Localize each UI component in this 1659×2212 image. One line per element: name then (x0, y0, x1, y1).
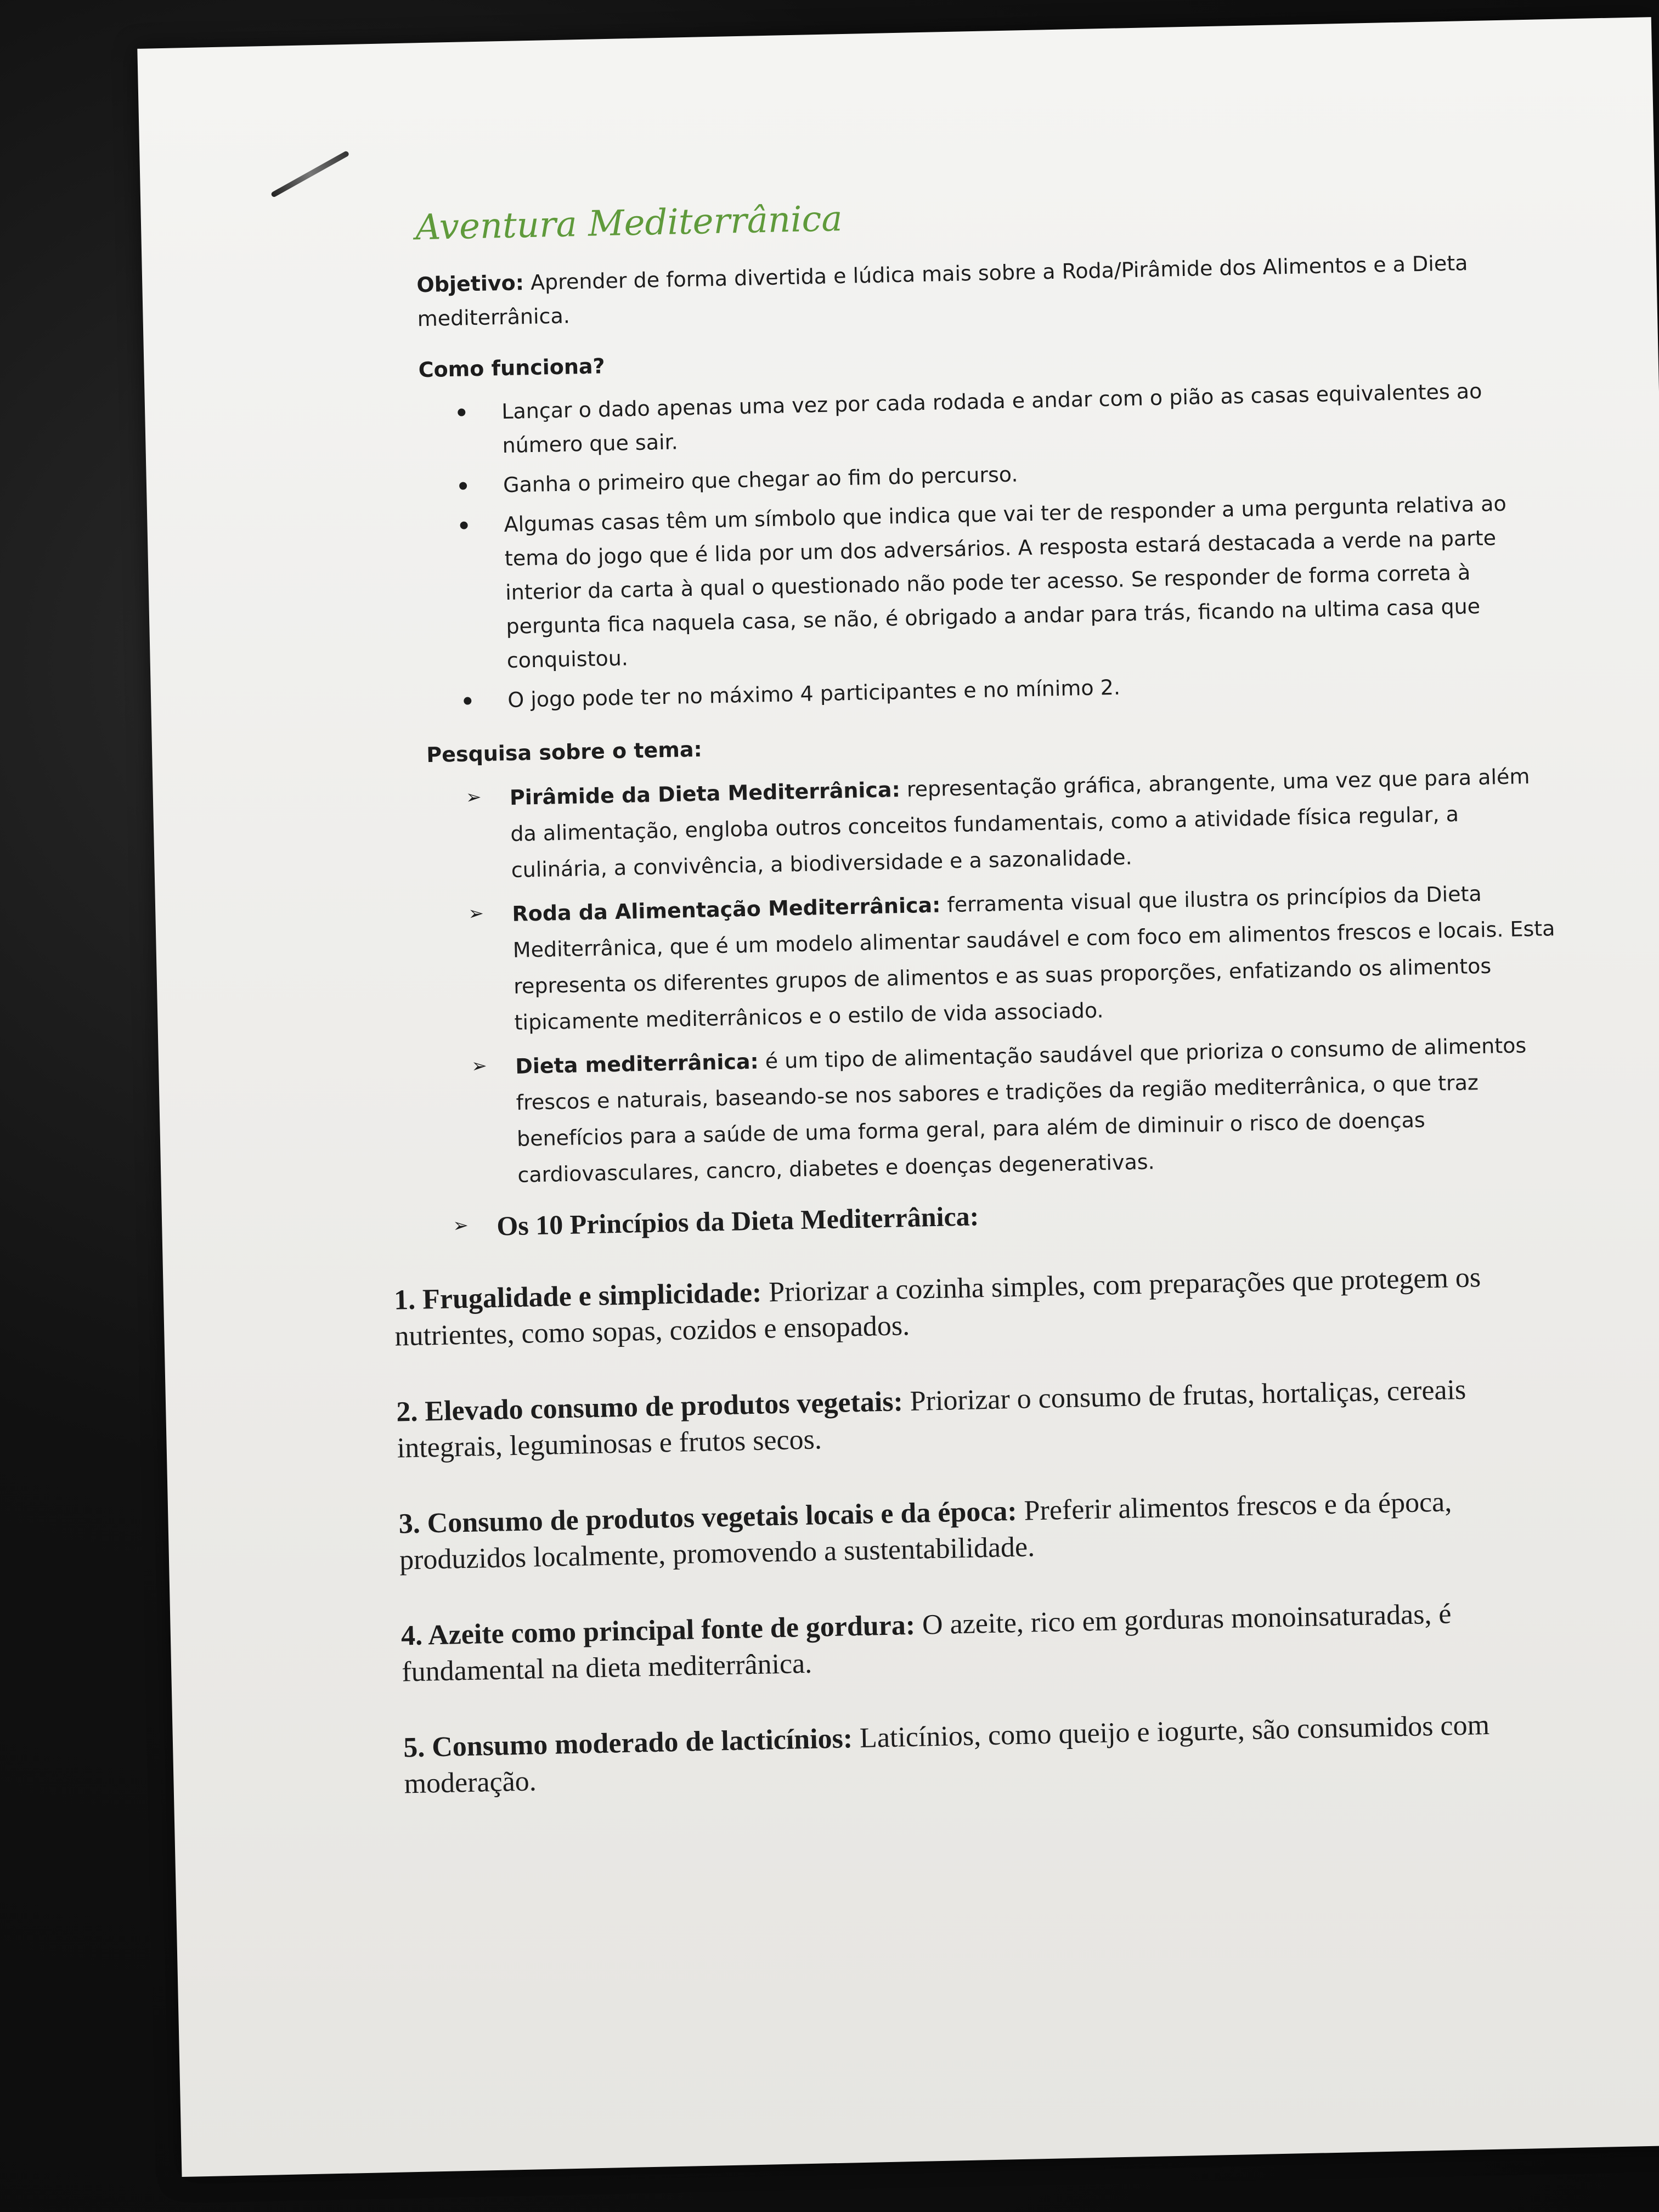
bullet-dot-icon (464, 697, 471, 704)
objective-paragraph (416, 244, 1542, 336)
principle-term: 3. Consumo de produtos vegetais locais e da época: (398, 1495, 1018, 1540)
principle-term: 2. Elevado consumo de produtos vegetais: (396, 1386, 904, 1428)
arrow-bullet-icon: ➢ (468, 902, 484, 925)
research-heading: Pesquisa sobre o tema: (426, 737, 703, 768)
principle-item (393, 1260, 1492, 1355)
document-body (393, 184, 1573, 1841)
research-text: ferramenta visual que ilustra os princípios da Dieta Mediterrânica, que é um modelo alimentar saudável e com foco em alimentos frescos e locais. Esta representa os diferentes grupos de alimentos e as suas proporções, enfatizando os alimentos tipicamente mediterrânicos e o estilo de vida associado. (512, 881, 1555, 1035)
principle-item (400, 1595, 1499, 1691)
list-item (471, 1026, 1560, 1193)
list-item (504, 486, 1549, 678)
list-item (468, 874, 1557, 1041)
principles-heading (452, 1188, 1561, 1242)
arrow-bullet-icon: ➢ (452, 1214, 469, 1237)
list-item-text: Algumas casas têm um símbolo que indica que vai ter de responder a uma pergunta relativa ao tema do jogo que é lida por um dos adversários. A resposta estará destacada a verde na parte interior da carta à qual o questionado não pode ter acesso. Se responder de forma correta à pergunta fica naquela casa, se não, é obrigado a andar para trás, ficando na ultima casa que conquistou. (504, 491, 1507, 673)
principle-term: 1. Frugalidade e simplicidade: (393, 1277, 762, 1316)
staple (270, 150, 350, 198)
how-list (419, 373, 1550, 719)
list-item-text: O jogo pode ter no máximo 4 participantes e no mínimo 2. (507, 675, 1121, 713)
objective-label: Objetivo: (416, 270, 524, 297)
principle-text: Preferir alimentos frescos e da época, produzidos localmente, promovendo a sustentabilidade. (399, 1486, 1452, 1576)
principle-text: Priorizar a cozinha simples, com preparações que protegem os nutrientes, como sopas, cozidos e ensopados. (394, 1262, 1481, 1352)
principle-text: Laticínios, como queijo e iogurte, são consumidos com moderação. (404, 1709, 1490, 1800)
research-list (427, 758, 1560, 1195)
arrow-bullet-icon: ➢ (465, 786, 482, 809)
research-term: Roda da Alimentação Mediterrânica: (512, 893, 941, 926)
principle-item (398, 1483, 1497, 1579)
research-text: representação gráfica, abrangente, uma vez que para além da alimentação, engloba outros conceitos fundamentais, como a atividade física regular, a culinária, a convivência, a biodiversidade e a sazonalidade. (510, 764, 1530, 882)
research-term: Pirâmide da Dieta Mediterrânica: (509, 777, 901, 810)
list-item (465, 758, 1554, 888)
research-text: é um tipo de alimentação saudável que prioriza o consumo de alimentos frescos e naturais, baseando-se nos sabores e tradições da região mediterrânica, o que traz benefícios para a saúde de uma forma geral, para além de diminuir o risco de doenças cardiovasculares, cancro, diabetes e doenças degenerativas. (516, 1033, 1527, 1187)
arrow-bullet-icon: ➢ (471, 1054, 488, 1077)
list-item-text: Ganha o primeiro que chegar ao fim do percurso. (503, 462, 1018, 498)
principle-item (396, 1372, 1494, 1467)
principle-term: 4. Azeite como principal fonte de gordura: (400, 1609, 916, 1652)
paper-sheet (137, 17, 1659, 2177)
bullet-dot-icon (460, 521, 467, 529)
principle-term: 5. Consumo moderado de lacticínios: (403, 1723, 853, 1764)
bullet-dot-icon (458, 409, 465, 416)
principles-heading-text: Os 10 Princípios da Dieta Mediterrânica: (496, 1200, 979, 1242)
research-term: Dieta mediterrânica: (515, 1049, 759, 1079)
principle-text: O azeite, rico em gorduras monoinsaturadas, é fundamental na dieta mediterrânica. (401, 1598, 1452, 1688)
bullet-dot-icon (459, 482, 467, 489)
document-title: Aventura Mediterrânica (415, 199, 843, 249)
principle-text: Priorizar o consumo de frutas, hortaliças, cereais integrais, leguminosas e frutos secos. (397, 1374, 1466, 1464)
objective-text: Aprender de forma divertida e lúdica mais sobre a Roda/Pirâmide dos Alimentos e a Dieta mediterrânica. (417, 251, 1468, 331)
how-heading: Como funciona? (418, 354, 606, 382)
list-item-text: Lançar o dado apenas uma vez por cada rodada e andar com o pião as casas equivalentes ao número que sair. (501, 379, 1482, 458)
principle-item (403, 1707, 1502, 1803)
